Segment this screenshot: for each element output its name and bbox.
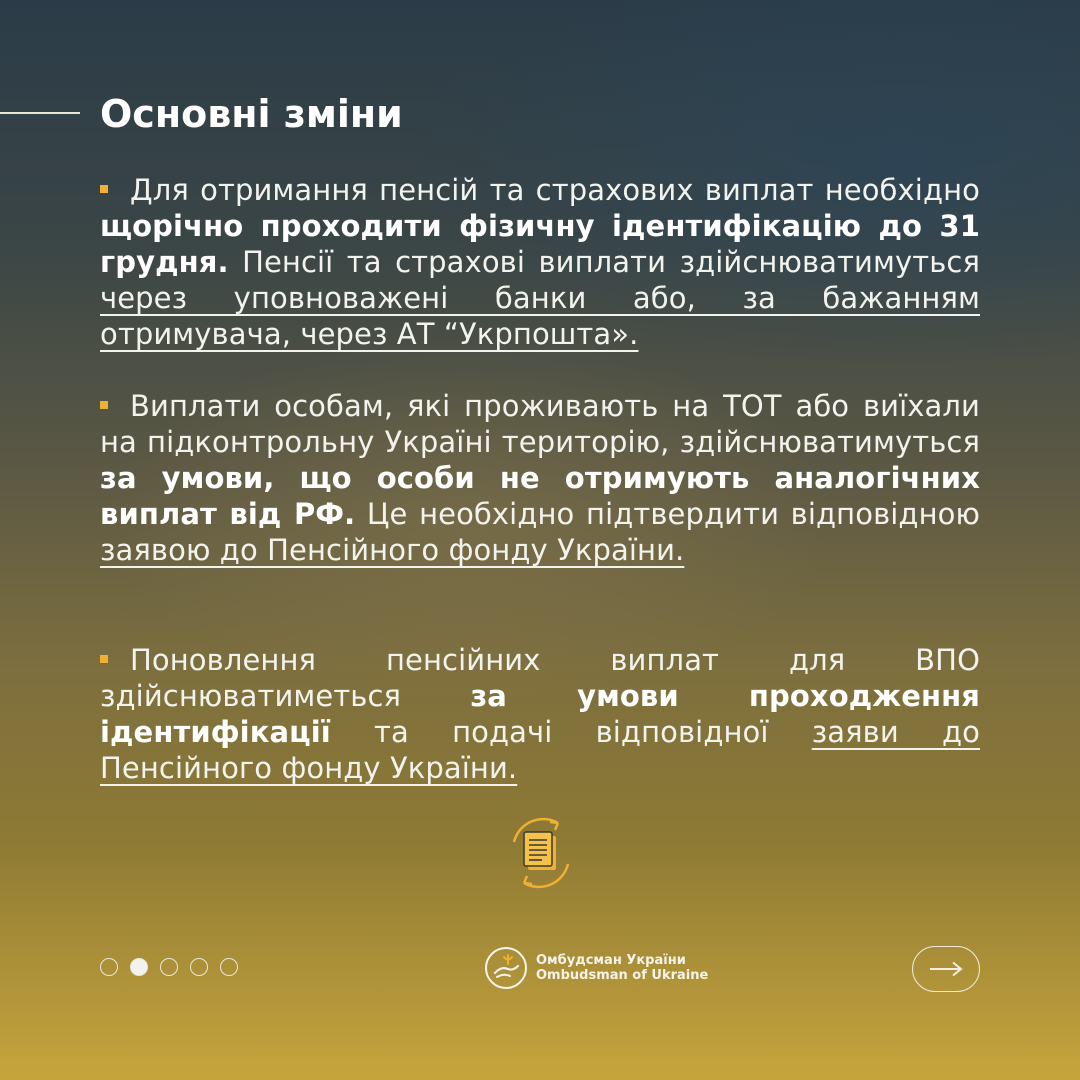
section-2-text-2: Це необхідно підтвердити відповідною: [355, 497, 980, 531]
section-3-bold: за умови проходження ідентифікації: [100, 679, 980, 749]
next-slide-button[interactable]: [912, 946, 980, 992]
bullet-marker: [100, 401, 108, 409]
section-1-bold: щорічно проходити фізичну ідентифікацію до 31 грудня.: [100, 209, 980, 279]
pagination-dots: [100, 958, 238, 976]
document-refresh-icon: [500, 812, 582, 894]
logo-line-ukrainian: Омбудсман України: [536, 953, 686, 968]
section-1-text-2: Пенсії та страхові виплати здійснюватимуться: [228, 245, 980, 279]
section-1-underlined: через уповноважені банки або, за бажанням отримувача, через АТ “Укрпошта».: [100, 281, 980, 351]
bullet-marker: [100, 655, 108, 663]
section-3-text: Поновлення пенсійних виплат для ВПО здійснюватиметься: [100, 643, 980, 713]
pagination-dot[interactable]: [160, 958, 178, 976]
arrow-right-icon: [928, 961, 964, 977]
pagination-dot[interactable]: [190, 958, 208, 976]
pagination-dot[interactable]: [100, 958, 118, 976]
bullet-marker: [100, 185, 108, 193]
section-2: [100, 388, 980, 568]
pagination-dot[interactable]: [220, 958, 238, 976]
ombudsman-logo: [484, 946, 708, 990]
section-3: [100, 642, 980, 786]
section-3-underlined: заяви до Пенсійного фонду України.: [100, 715, 980, 785]
top-decorative-line: [0, 112, 80, 114]
logo-line-english: Ombudsman of Ukraine: [536, 968, 709, 983]
section-3-text-2: та подачі відповідної: [330, 715, 812, 749]
section-2-bold: за умови, що особи не отримують аналогічних виплат від РФ.: [100, 461, 980, 531]
pagination-dot[interactable]: [130, 958, 148, 976]
section-1: [100, 172, 980, 352]
section-2-text: Виплати особам, які проживають на ТОТ або виїхали на підконтрольну Україні територію, здійснюватимуться: [100, 389, 980, 459]
ombudsman-emblem-icon: [484, 946, 528, 990]
section-1-text: Для отримання пенсій та страхових виплат необхідно: [130, 173, 980, 207]
page-title: Основні зміни: [100, 92, 403, 136]
section-2-underlined: заявою до Пенсійного фонду України.: [100, 533, 685, 567]
